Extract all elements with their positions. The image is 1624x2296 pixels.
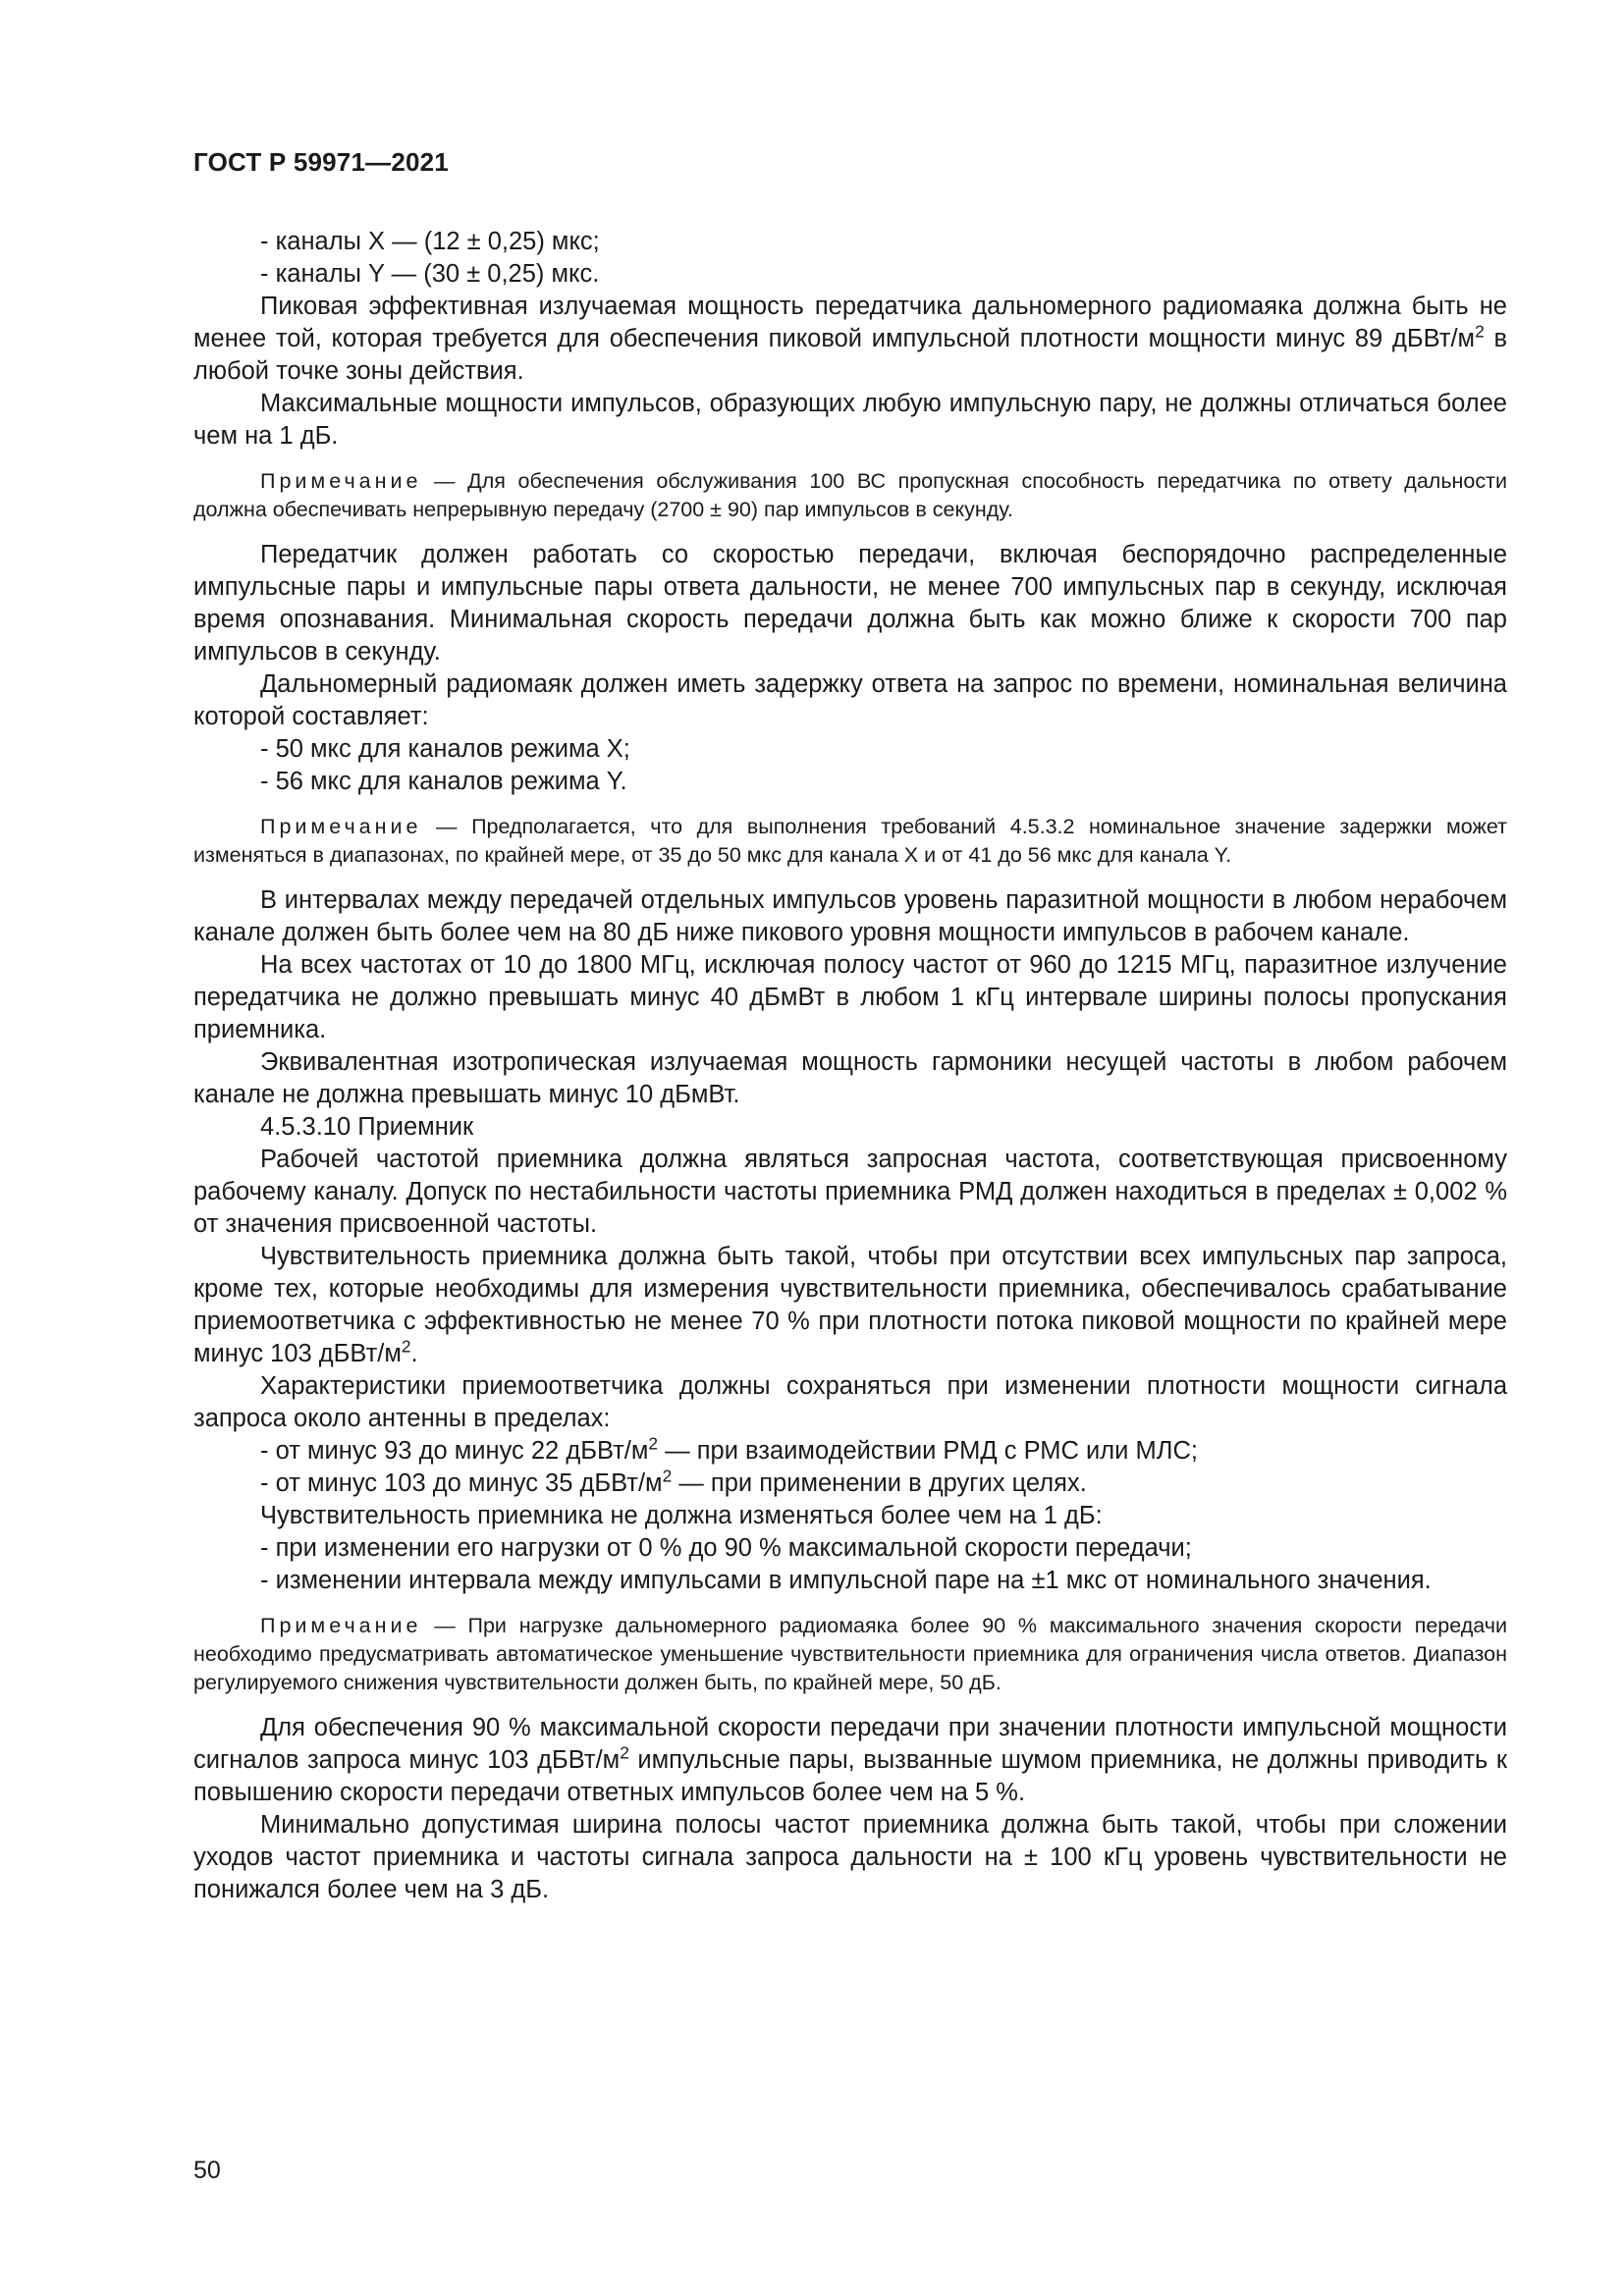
paragraph: На всех частотах от 10 до 1800 МГц, исключая полосу частот от 960 до 1215 МГц, паразитное излучение передатчика не должно превышать минус 40 дБмВт в любом 1 кГц интервале ширины полосы пропускания приемника.	[193, 951, 1507, 1043]
note: Примечание — Для обеспечения обслуживания 100 ВС пропускная способность передатчика по ответу дальности должна обеспечивать непрерывную передачу (2700 ± 90) пар импульсов в секунду.	[193, 469, 1507, 521]
list-item: - каналы X — (12 ± 0,25) мкс;	[260, 228, 600, 255]
page-number: 50	[193, 2157, 221, 2184]
list-item: - изменении интервала между импульсами в импульсной паре на ±1 мкс от номинального значения.	[260, 1567, 1432, 1594]
list-item: - каналы Y — (30 ± 0,25) мкс.	[260, 260, 600, 288]
list-item: - при изменении его нагрузки от 0 % до 90 % максимальной скорости передачи;	[260, 1534, 1192, 1562]
paragraph: В интервалах между передачей отдельных импульсов уровень паразитной мощности в любом нерабочем канале должен быть более чем на 80 дБ ниже пикового уровня мощности импульсов в рабочем канале.	[193, 886, 1507, 946]
paragraph: Рабочей частотой приемника должна являться запросная частота, соответствующая присвоенному рабочему каналу. Допуск по нестабильности частоты приемника РМД должен находиться в пределах ± 0,002 % от значения присвоенной частоты.	[193, 1146, 1507, 1238]
note-label: Примечание	[260, 1614, 422, 1637]
paragraph: Характеристики приемоответчика должны сохраняться при изменении плотности мощности сигнала запроса около антенны в пределах:	[193, 1372, 1507, 1432]
list-item: - от минус 93 до минус 22 дБВт/$м^2$ — при взаимодействии РМД с РМС или МЛС;	[260, 1433, 1198, 1465]
note-label: Примечание	[260, 469, 422, 493]
paragraph: Пиковая эффективная излучаемая мощность передатчика дальномерного радиомаяка должна быть не менее той, которая требуется для обеспечения пиковой импульсной плотности мощности минус 89 дБВт/$м^2$ в любой точке зоны действия.	[193, 293, 1507, 385]
list-item: - 56 мкс для каналов режима Y.	[260, 768, 627, 795]
list-item: - 50 мкс для каналов режима X;	[260, 735, 630, 763]
paragraph: Передатчик должен работать со скоростью передачи, включая беспорядочно распределенные импульсные пары и импульсные пары ответа дальности, не менее 700 импульсных пар в секунду, исключая время опознавания. Минимальная скорость передачи должна быть как можно ближе к скорости 700 пар импульсов в секунду.	[193, 541, 1507, 666]
paragraph: Чувствительность приемника должна быть такой, чтобы при отсутствии всех импульсных пар запроса, кроме тех, которые необходимы для измерения чувствительности приемника, обеспечивалось срабатывание приемоответчика с эффективностью не менее 70 % при плотности потока пиковой мощности по крайней мере минус 103 дБВт/$м^2$.	[193, 1243, 1507, 1367]
paragraph: Для обеспечения 90 % максимальной скорости передачи при значении плотности импульсной мощности сигналов запроса минус 103 дБВт/$м^2$ импульсные пары, вызванные шумом приемника, не должны приводить к повышению скорости передачи ответных импульсов более чем на 5 %.	[193, 1714, 1507, 1806]
paragraph: Максимальные мощности импульсов, образующих любую импульсную пару, не должны отличаться более чем на 1 дБ.	[193, 390, 1507, 450]
note: Примечание — Предполагается, что для выполнения требований 4.5.3.2 номинальное значение задержки может изменяться в диапазонах, по крайней мере, от 35 до 50 мкс для канала X и от 41 до 56 мкс для канала Y.	[193, 815, 1507, 867]
paragraph: Минимально допустимая ширина полосы частот приемника должна быть такой, чтобы при сложении уходов частот приемника и частоты сигнала запроса дальности на ± 100 кГц уровень чувствительности не понижался более чем на 3 дБ.	[193, 1811, 1507, 1903]
document-header: ГОСТ Р 59971—2021	[193, 147, 449, 177]
note-label: Примечание	[260, 815, 422, 838]
paragraph: Чувствительность приемника не должна изменяться более чем на 1 дБ:	[260, 1502, 1103, 1529]
note: Примечание — При нагрузке дальномерного радиомаяка более 90 % максимального значения скорости передачи необходимо предусматривать автоматическое уменьшение чувствительности приемника для ограничения числа ответов. Диапазон регулируемого снижения чувствительности должен быть, по крайней мере, 50 дБ.	[193, 1614, 1507, 1694]
section-heading: 4.5.3.10 Приемник	[260, 1113, 474, 1141]
paragraph: Эквивалентная изотропическая излучаемая мощность гармоники несущей частоты в любом рабочем канале не должна превышать минус 10 дБмВт.	[193, 1048, 1507, 1108]
list-item: - от минус 103 до минус 35 дБВт/$м^2$ — при применении в других целях.	[260, 1466, 1087, 1497]
paragraph: Дальномерный радиомаяк должен иметь задержку ответа на запрос по времени, номинальная величина которой составляет:	[193, 670, 1507, 730]
document-body	[193, 226, 1507, 1906]
